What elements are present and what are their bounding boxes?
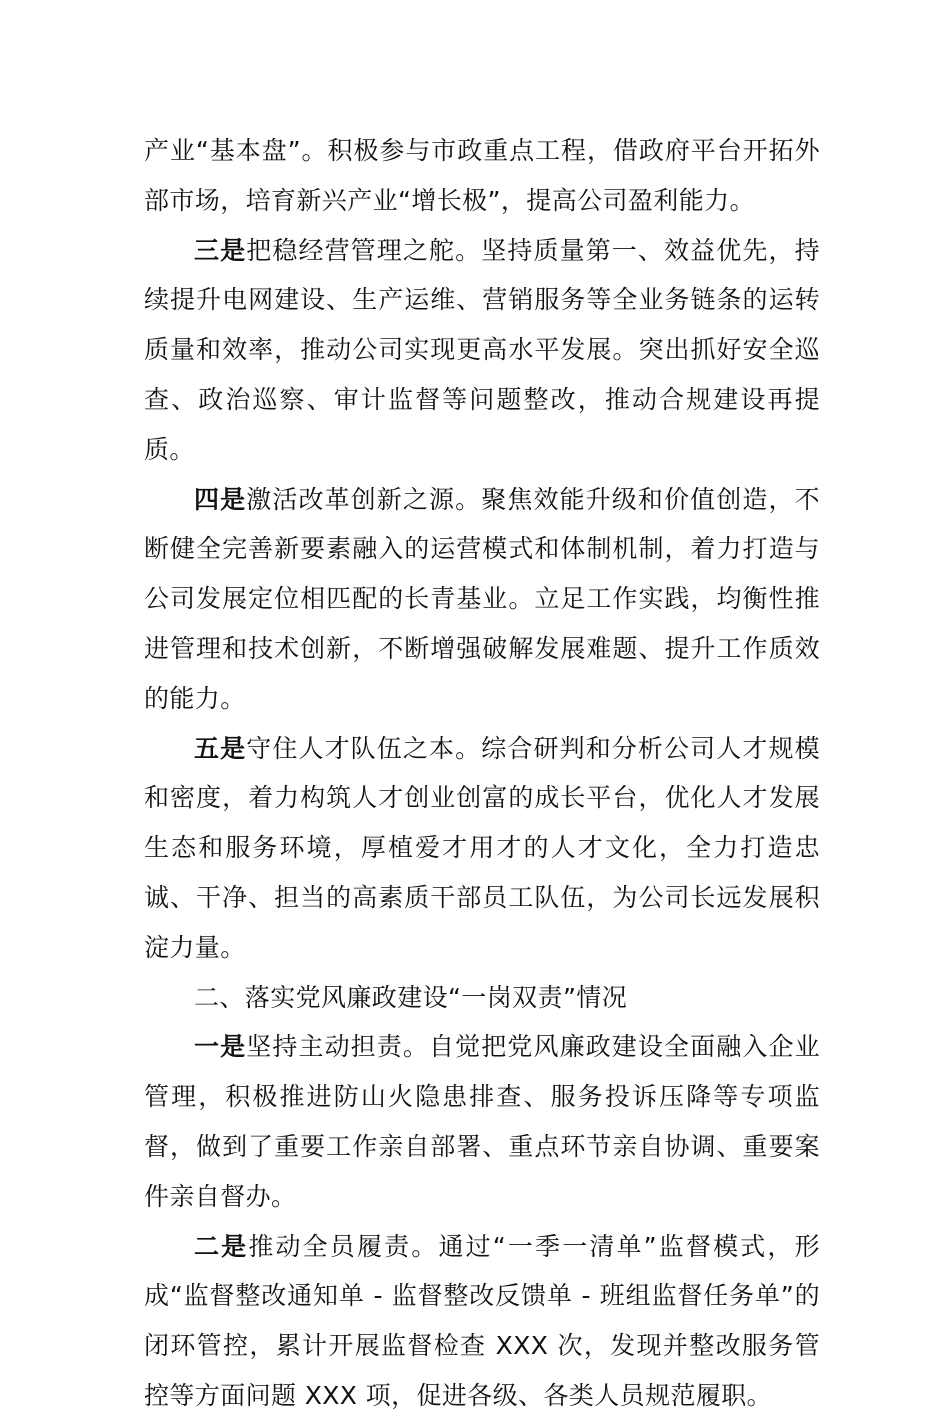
paragraph-text: 坚持主动担责。自觉把党风廉政建设全面融入企业管理，积极推进防山火隐患排查、服务投诉压降等专项监督，做到了重要工作亲自部署、重点环节亲自协调、重要案件亲自督办。: [144, 1032, 820, 1211]
paragraph-continuation: [144, 126, 820, 226]
section-heading: [144, 973, 820, 1023]
paragraph-lead: 一是: [194, 1032, 247, 1062]
paragraph-text: 产业“基本盘”。积极参与市政重点工程，借政府平台开拓外部市场，培育新兴产业“增长极”，提高公司盈利能力。: [144, 136, 820, 215]
paragraph-item-one: [144, 1022, 820, 1221]
paragraph-text: 把稳经营管理之舵。坚持质量第一、效益优先，持续提升电网建设、生产运维、营销服务等全业务链条的运转质量和效率，推动公司实现更高水平发展。突出抓好安全巡查、政治巡察、审计监督等问题整改，推动合规建设再提质。: [144, 235, 820, 464]
paragraph-item-five: [144, 724, 820, 973]
paragraph-lead: 三是: [194, 235, 247, 265]
paragraph-lead: 五是: [194, 733, 247, 763]
paragraph-text: 激活改革创新之源。聚焦效能升级和价值创造，不断健全完善新要素融入的运营模式和体制机制，着力打造与公司发展定位相匹配的长青基业。立足工作实践，均衡性推进管理和技术创新，不断增强破解发展难题、提升工作质效的能力。: [144, 484, 820, 713]
paragraph-item-two: [144, 1222, 820, 1421]
paragraph-item-three: [144, 226, 820, 475]
paragraph-lead: 二是: [194, 1231, 249, 1261]
document-body: [144, 126, 820, 1421]
paragraph-item-four: [144, 475, 820, 724]
paragraph-text: 守住人才队伍之本。综合研判和分析公司人才规模和密度，着力构筑人才创业创富的成长平台，优化人才发展生态和服务环境，厚植爱才用才的人才文化，全力打造忠诚、干净、担当的高素质干部员工队伍，为公司长远发展积淀力量。: [144, 733, 820, 962]
section-heading-text: 二、落实党风廉政建设“一岗双责”情况: [194, 982, 628, 1012]
paragraph-lead: 四是: [194, 484, 247, 514]
paragraph-text: 推动全员履责。通过“一季一清单”监督模式，形成“监督整改通知单 - 监督整改反馈单 - 班组监督任务单”的闭环管控，累计开展监督检查 XXX 次，发现并整改服务管控等方面问题 XXX 项，促进各级、各类人员规范履职。: [144, 1231, 820, 1410]
